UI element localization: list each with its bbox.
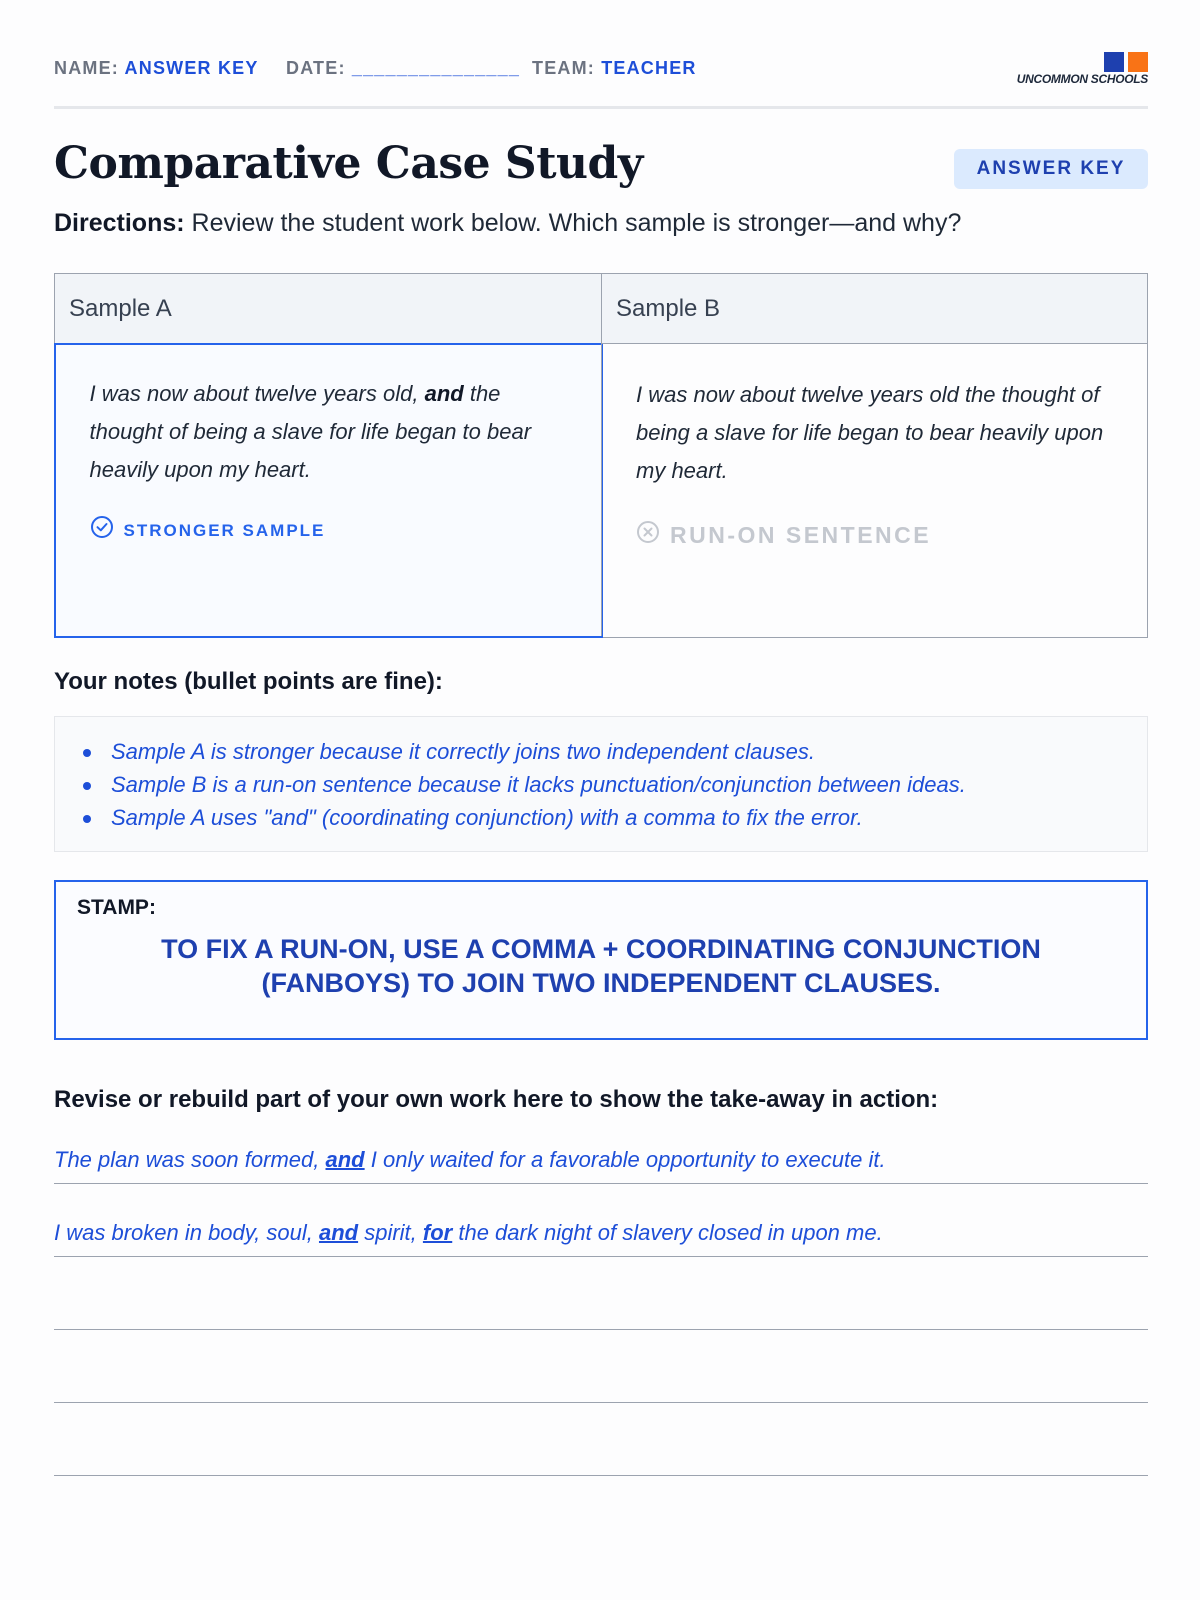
sample-b-column — [601, 274, 1147, 636]
note-item: Sample A is stronger because it correctly joins two independent clauses. — [81, 735, 966, 768]
revision-1-conjunction: and — [325, 1147, 365, 1172]
date-value: _______________ — [351, 58, 521, 78]
stamp-box — [54, 880, 1148, 1040]
sample-a-text-after: the thought of being a slave for life began to bear heavily upon my heart. — [89, 380, 532, 482]
stronger-sample-label: STRONGER SAMPLE — [123, 520, 326, 540]
writing-line-2[interactable] — [54, 1185, 1148, 1257]
team-value: TEACHER — [601, 58, 697, 78]
worksheet-page — [54, 0, 1148, 1600]
note-item: Sample B is a run-on sentence because it lacks punctuation/conjunction between ideas. — [81, 768, 966, 801]
answer-key-badge: ANSWER KEY — [954, 149, 1148, 189]
page-title: Comparative Case Study — [54, 138, 643, 189]
writing-line-3[interactable] — [54, 1258, 1148, 1330]
check-circle-icon — [90, 515, 114, 544]
revision-sentence-2 — [54, 1220, 883, 1246]
sample-b-header: Sample B — [602, 274, 1147, 344]
date-field — [286, 58, 520, 79]
revise-label: Revise or rebuild part of your own work here to show the take-away in action: — [54, 1086, 939, 1113]
revision-2-conjunction-and: and — [318, 1220, 359, 1245]
sample-a-header: Sample A — [55, 274, 601, 344]
team-label: TEAM: — [532, 58, 595, 78]
run-on-sentence-tag — [636, 522, 931, 550]
directions-label: Directions: — [54, 209, 185, 237]
logo-text: UNCOMMON SCHOOLS — [1016, 72, 1148, 86]
header-divider — [54, 106, 1148, 109]
directions-text: Review the student work below. Which sample is stronger—and why? — [191, 209, 962, 237]
samples-table — [54, 273, 1148, 638]
team-field — [532, 58, 697, 79]
note-item: Sample A uses "and" (coordinating conjunction) with a comma to fix the error. — [81, 801, 966, 834]
sample-b-body — [602, 344, 1147, 636]
header-bar — [54, 58, 1148, 86]
logo-blue-square — [1104, 52, 1124, 72]
sample-a-text-before: I was now about twelve years old, — [89, 380, 419, 406]
revision-2-before: I was broken in body, soul, — [54, 1220, 313, 1245]
notes-list — [81, 735, 966, 834]
stamp-label: STAMP: — [77, 896, 156, 919]
name-label: NAME: — [54, 58, 119, 78]
writing-line-5[interactable] — [54, 1404, 1148, 1476]
run-on-sentence-label: RUN-ON SENTENCE — [670, 522, 932, 548]
sample-a-text — [90, 375, 570, 489]
sample-a-body — [54, 343, 603, 638]
notes-label: Your notes (bullet points are fine): — [54, 668, 443, 695]
name-field — [54, 58, 259, 79]
name-value: ANSWER KEY — [124, 58, 259, 78]
revision-2-conjunction-for: for — [422, 1220, 453, 1245]
notes-box — [54, 716, 1148, 852]
revision-2-middle: spirit, — [364, 1220, 417, 1245]
date-label: DATE: — [286, 58, 346, 78]
writing-line-1[interactable] — [54, 1112, 1148, 1184]
sample-a-column — [55, 274, 601, 636]
sample-a-conjunction: and — [424, 380, 464, 406]
logo-orange-square — [1128, 52, 1148, 72]
stamp-text: TO FIX A RUN-ON, USE A COMMA + COORDINATING CONJUNCTION (FANBOYS) TO JOIN TWO INDEPENDENT CLAUSES. — [161, 934, 1041, 998]
sample-b-text: I was now about twelve years old the thought of being a slave for life began to bear heavily upon my heart. — [636, 382, 1104, 483]
school-logo — [998, 52, 1148, 92]
stronger-sample-tag — [90, 519, 326, 544]
x-circle-icon — [636, 520, 660, 550]
revision-2-after: the dark night of slavery closed in upon me. — [458, 1220, 883, 1245]
revision-sentence-1 — [54, 1147, 886, 1173]
revision-1-after: I only waited for a favorable opportunity to execute it. — [370, 1147, 886, 1172]
revision-1-before: The plan was soon formed, — [54, 1147, 320, 1172]
directions — [54, 209, 961, 238]
writing-line-4[interactable] — [54, 1331, 1148, 1403]
